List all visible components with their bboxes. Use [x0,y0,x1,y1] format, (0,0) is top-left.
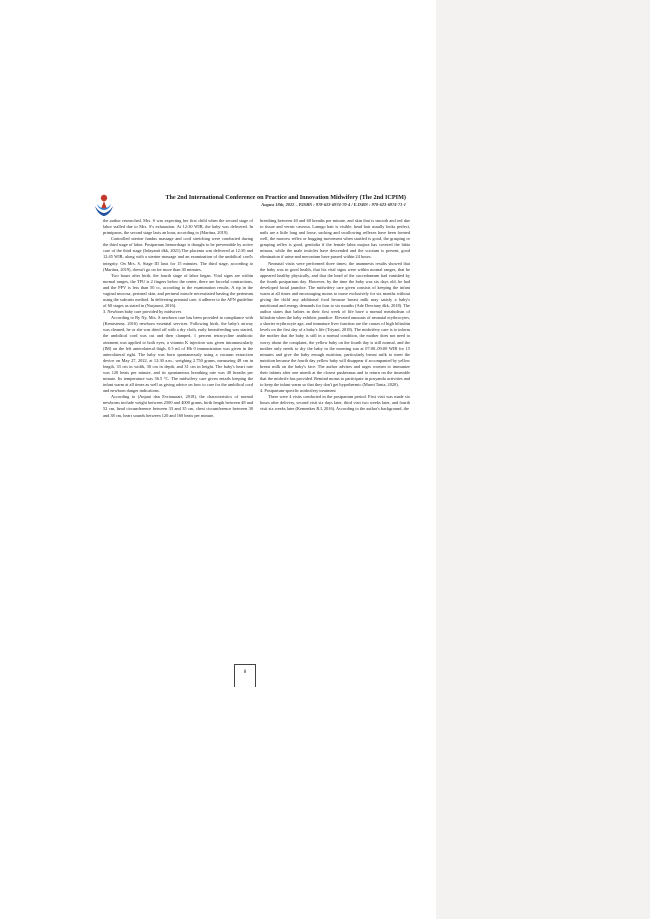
page-number: 8 [243,670,247,675]
paragraph: 4. Postpartum-specific midwifery treatment [260,388,336,394]
conference-logo-icon [94,193,114,217]
paragraph: Controlled uterine fundus massage and cord stretching were conducted during the third stage of labor. Postpartum hemorrhage is thought to be preventable by active care of the third stage (Irdayanti dkk, 2021).The placenta was delivered at 12:30 and 12:45 WIB, along with a uterine massage and an examination of the umbilical cord's integrity. On Mrs. S, Stage III lasts for 15 minutes. The third stage, according to (Martina, 2019), doesn't go on for more than 30 minutes. [103,236,253,272]
paragraph: 3. Newborn baby care provided by midwives [103,309,182,315]
right-text-column [260,218,410,623]
page-number-box [234,664,256,687]
paragraph: Neonatal visits were performed three times; the anamnesis results showed that the baby was in good health, that his vital signs were within normal ranges, that he appeared healthy physically, and that the head of the succedaneum had vanished by the fourth postpartum day. However, by the time the baby was six days old, he had developed facial jaundice. The midwifery care given consists of keeping the infant warm at all times and encouraging moms to nurse exclusively for six months without giving the child any additional food because breast milk may satisfy a baby's nutritional and energy demands for four to six months (Ade Devriany dkk, 2018). The author states that babies in their first week of life have a normal metabolism of bilirubin when the baby exhibits jaundice. Elevated amounts of neonatal erythrocytes, a shorter erythrocyte age, and immature liver function are the causes of high bilirubin levels on the first day of a baby's life (Triyani, 2018). The midwifery care is to inform the mother that the baby is still in a normal condition, the mother does not need to worry about the complaint, the yellow baby on the fourth day is still normal, and the mother only needs to dry the baby in the morning sun at 07:00–09:00 WIB for 15 minutes and give the baby enough nutrition, particularly breast milk to meet the nutrition because the fourth day yellow baby will disappear if accompanied by yellow breast milk on the baby's face. The author advises and urges women to immunize their infants after one month at the closest puskesmas and to return on the timetable that the midwife has provided. Remind moms to participate in posyandu activities and to keep the infant warm so that they don't get hypothermic (Murni Tania, 2020). [260,260,410,388]
conference-isbn: August 18th, 2022 – P.ISBN : 978-623-6974-70-4 / E.ISBN : 978-623-6974-71-1 [261,202,406,207]
left-text-column [103,218,253,623]
paragraph: the author researched, Mrs. S was expecting her first child when the second stage of labor stalled due to Mrs. S's exhaustion. At 12:30 WIB, the baby was delivered. In primiparas, the second stage lasts an hour, according to (Martina, 2019). [103,218,253,236]
paragraph: According to (Anjani dan Evrianasari, 2018), the characteristics of normal newborns include weight between 2500 and 4000 grams, birth length between 48 and 52 cm, head circumference between 33 and 35 cm, chest circumference between 30 and 38 cm, heart sounds between 120 and 160 beats per minute, [103,394,253,418]
paragraph: breathing between 40 and 60 breaths per minute, and skin that is smooth and red due to tissue and vernic caseosa. Lanugo hair is visible, head hair usually looks perfect, nails are a little long and loose, sucking and swallowing reflexes have been formed well, the morrow reflex or hugging movement when startled is good, the grasping or grasping reflex is good, genitalia if the female labia majora has covered the labia minora, while the male testicles have descended and the scrotum is present, good elimination if urine and meconium have passed within 24 hours. [260,218,410,260]
comment-pane [436,0,650,919]
paragraph: According to By Ny, Mrs. S newborn care has been provided in compliance with (Kemisterna, 2016) newborn essential services. Following birth, the baby's airway was cleaned, he or she was dried off with a dry cloth, early breastfeeding was started, the umbilical cord was cut and then clamped, 1 percent tetracycline antibiotic ointment was applied to both eyes, a vitamin K injection was given intramuscularly (IM) on the left anterolateral thigh, 0.5 ml of Hb 0 immunization was given in the anterolateral right. The baby was born spontaneously using a vacuum extraction device on May 27, 2022, at 12:30 a.m., weighing 2.750 grams, measuring 48 cm in length, 33 cm in width, 30 cm in depth, and 31 cm in height. The baby's heart rate was 120 beats per minute, and its spontaneous breathing rate was 40 breaths per minute. Its temperature was 36.5 °C. The midwifery care given entails keeping the infant warm at all times as well as giving advice on how to care for the umbilical cord and newborn danger indications. [103,315,253,394]
paragraph: Two hours after birth, the fourth stage of labor began. Vital signs are within normal ranges, the TFU is 2 fingers below the center, there are forceful contractions, and the PPV is less than 50 cc, according to the examination results. A rip in the vaginal mucosa, perineal skin, and perineal muscle necessitated hasting the perineum using the subcutis method. In delivering prenatal care, it adheres to the APN guideline of 60 stages as stated in (Nurjasmi, 2016). [103,272,253,309]
conference-header [94,193,406,219]
conference-title: The 2nd International Conference on Practice and Innovation Midwifery (The 2nd ICPIM) [165,194,406,201]
paragraph: There were 4 visits conducted in the postpartum period. First visit was made six hours after delivery, second visit six days later, third visit two weeks later, and fourth visit six weeks later (Kemenkes R.I, 2016). According to the author's background, the [260,394,410,412]
